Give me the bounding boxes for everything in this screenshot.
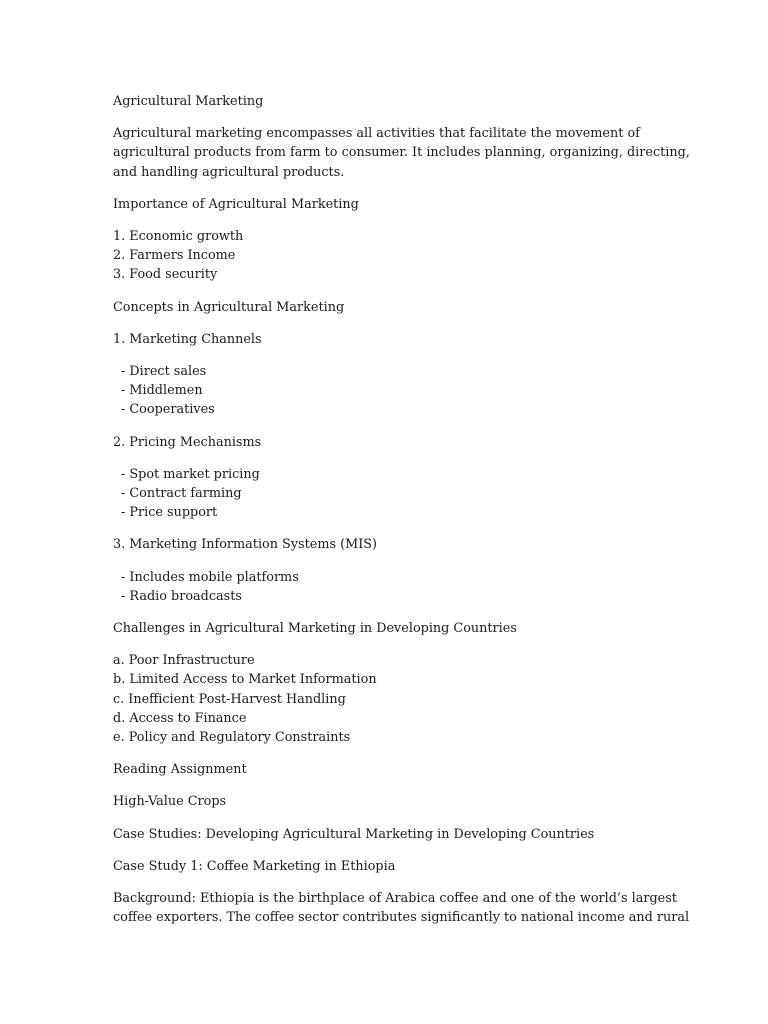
reading-assignment: Reading Assignment xyxy=(113,762,247,778)
background-paragraph xyxy=(113,889,690,927)
concepts-heading: Concepts in Agricultural Marketing xyxy=(113,299,345,315)
background-line: Background: Ethiopia is the birthplace of Arabica coffee and one of the world’s largest xyxy=(113,891,677,907)
importance-heading: Importance of Agricultural Marketing xyxy=(113,196,359,212)
list-item: - Middlemen xyxy=(121,383,203,399)
list-item: a. Poor Infrastructure xyxy=(113,653,255,669)
intro-line: agricultural products from farm to consumer. It includes planning, organizing, directing, xyxy=(113,145,690,161)
concept1-list xyxy=(113,362,653,420)
concept2-heading: 2. Pricing Mechanisms xyxy=(113,434,262,450)
case-studies-heading: Case Studies: Developing Agricultural Marketing in Developing Countries xyxy=(113,826,595,842)
list-item: - Direct sales xyxy=(121,364,207,380)
list-item: 3. Food security xyxy=(113,267,218,283)
challenges-list xyxy=(113,651,653,747)
intro-line: and handling agricultural products. xyxy=(113,164,345,180)
case-study1-heading: Case Study 1: Coffee Marketing in Ethiopia xyxy=(113,858,396,874)
background-line: coffee exporters. The coffee sector contributes significantly to national income and rural xyxy=(113,910,690,926)
high-value-crops: High-Value Crops xyxy=(113,794,227,810)
list-item: 1. Economic growth xyxy=(113,229,244,245)
document-body xyxy=(113,92,690,941)
list-item: - Price support xyxy=(121,505,218,521)
list-item: e. Policy and Regulatory Constraints xyxy=(113,730,351,746)
list-item: d. Access to Finance xyxy=(113,710,247,726)
list-item: c. Inefficient Post-Harvest Handling xyxy=(113,691,346,707)
intro-paragraph xyxy=(113,124,690,182)
concept3-list xyxy=(113,568,653,606)
importance-list xyxy=(113,227,653,285)
document-title: Agricultural Marketing xyxy=(113,94,264,109)
concept1-heading: 1. Marketing Channels xyxy=(113,331,262,347)
concept2-list xyxy=(113,465,653,523)
list-item: - Spot market pricing xyxy=(121,466,260,482)
challenges-heading: Challenges in Agricultural Marketing in Developing Countries xyxy=(113,621,517,637)
list-item: - Includes mobile platforms xyxy=(121,569,299,585)
list-item: 2. Farmers Income xyxy=(113,248,236,264)
concept3-heading: 3. Marketing Information Systems (MIS) xyxy=(113,537,378,553)
list-item: - Radio broadcasts xyxy=(121,588,242,604)
intro-line: Agricultural marketing encompasses all activities that facilitate the movement of xyxy=(113,126,640,142)
list-item: b. Limited Access to Market Information xyxy=(113,672,377,688)
list-item: - Contract farming xyxy=(121,486,242,502)
list-item: - Cooperatives xyxy=(121,402,215,418)
